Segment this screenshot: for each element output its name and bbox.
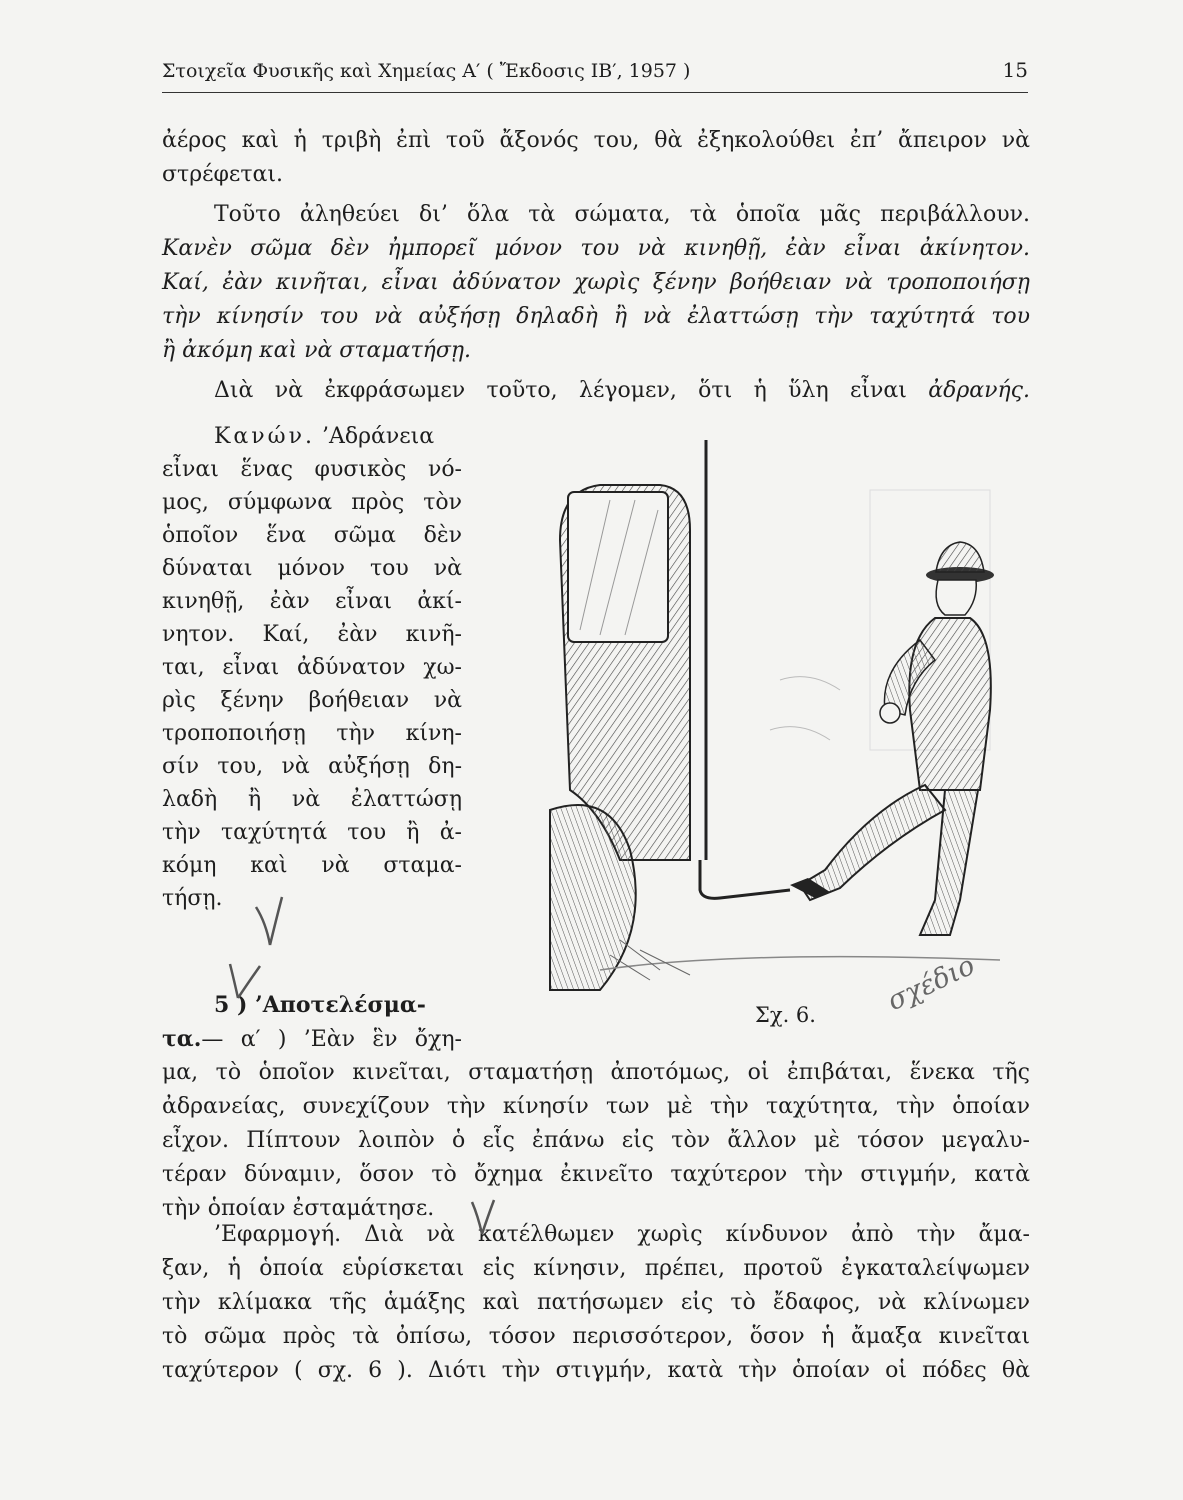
text-line: Τοῦτο ἀληθεύει δι’ ὅλα τὰ σώματα, τὰ ὁποῖα μᾶς περιβάλλουν.	[214, 202, 1030, 227]
man-figure	[790, 542, 994, 935]
text-line: μος, σύμφωνα πρὸς τὸν	[162, 490, 462, 515]
text-line: Καί, ἐὰν κινῆται, εἶναι ἀδύνατον χωρὶς ξένην βοήθειαν νὰ τροποποιήσῃ	[162, 270, 1030, 295]
text-line: τέραν δύναμιν, ὅσον τὸ ὄχημα ἐκινεῖτο ταχύτερον τὴν στιγμήν, κατὰ	[162, 1162, 1030, 1187]
text-line: ται, εἶναι ἀδύνατον χω-	[162, 655, 462, 680]
text-line: τὴν κλίμακα τῆς ἁμάξης καὶ πατήσωμεν εἰς τὸ ἔδαφος, νὰ κλίνωμεν	[162, 1290, 1030, 1315]
paragraph-6	[162, 1218, 1030, 1388]
text-line	[162, 374, 1030, 408]
handwritten-note: σχέδιο	[882, 949, 980, 1018]
text-line: ἢ ἀκόμη καὶ νὰ σταματήσῃ.	[162, 338, 472, 363]
text-line: ξαν, ἡ ὁποία εὑρίσκεται εἰς κίνησιν, πρέπει, προτοῦ ἐγκαταλείψωμεν	[162, 1256, 1030, 1281]
text-line: τὴν ταχύτητά του ἢ ἀ-	[162, 820, 462, 845]
page-number: 15	[1002, 58, 1028, 82]
text-line: λαδὴ ἢ νὰ ἐλαττώσῃ	[162, 787, 462, 812]
text-line: τὴν κίνησίν του νὰ αὐξήσῃ δηλαδὴ ἢ νὰ ἐλαττώσῃ τὴν ταχύτητά του	[162, 304, 1030, 329]
text-line	[162, 1022, 462, 1056]
running-header	[162, 58, 1028, 93]
text-line: ἀέρος καὶ ἡ τριβὴ ἐπὶ τοῦ ἄξονός του, θὰ ἐξηκολούθει ἐπ’ ἄπειρον νὰ	[162, 128, 1030, 153]
inertia-statement: Διὰ νὰ ἐκφράσωμεν τοῦτο, λέγομεν, ὅτι ἡ ὕλη εἶναι	[214, 378, 929, 403]
text-line: τὴν ὁποίαν ἐσταμάτησε.	[162, 1196, 435, 1221]
figure-6-illustration	[540, 430, 1010, 1000]
text-line: ρὶς ξένην βοήθειαν νὰ	[162, 688, 462, 713]
section-5-start: — α′ ) ’Εὰν ἓν ὄχη-	[201, 1027, 462, 1052]
text-line: εἶχον. Πίπτουν λοιπὸν ὁ εἷς ἐπάνω εἰς τὸν ἄλλον μὲ τόσον μεγαλυ-	[162, 1128, 1030, 1153]
text-line: σίν του, νὰ αὐξήσῃ δη-	[162, 754, 462, 779]
section-heading-end: τα.	[162, 1026, 202, 1052]
text-line	[162, 420, 462, 453]
text-line: ’Εφαρμογή. Διὰ νὰ κατέλθωμεν χωρὶς κίνδυνον ἀπὸ τὴν ἄμα-	[214, 1222, 1030, 1247]
text-line: τὸ σῶμα πρὸς τὰ ὀπίσω, τόσον περισσότερον, ὅσον ἡ ἄμαξα κινεῖται	[162, 1324, 1030, 1349]
text-line: ὁποῖον ἕνα σῶμα δὲν	[162, 523, 462, 548]
text-line: Κανὲν σῶμα δὲν ἠμπορεῖ μόνον του νὰ κινηθῇ, ἐὰν εἶναι ἀκίνητον.	[162, 236, 1030, 261]
text-line: εἶναι ἕνας φυσικὸς νό-	[162, 457, 462, 482]
text-line: δύναται μόνον του νὰ	[162, 556, 462, 581]
book-title: Στοιχεῖα Φυσικῆς καὶ Χημείας Α′ ( Ἔκδοσις ΙΒ′, 1957 )	[162, 60, 691, 82]
text-line: ἀδρανείας, συνεχίζουν τὴν κίνησίν των μὲ τὴν ταχύτητα, τὴν ὁποίαν	[162, 1094, 1030, 1119]
figure-caption: Σχ. 6.	[755, 1003, 816, 1027]
text-line: ταχύτερον ( σχ. 6 ). Διότι τὴν στιγμήν, κατὰ τὴν ὁποίαν οἱ πόδες θὰ	[162, 1358, 1030, 1383]
pencil-check-mark	[222, 958, 266, 1004]
paragraph-3	[162, 374, 1030, 408]
paragraph-2	[162, 198, 1030, 368]
rule-label: Κανών.	[214, 424, 315, 449]
section-5	[162, 988, 462, 1056]
text-line: μα, τὸ ὁποῖον κινεῖται, σταματήσῃ ἀποτόμως, οἱ ἐπιβάται, ἕνεκα τῆς	[162, 1060, 1030, 1085]
section-heading: 5 ) ’Αποτελέσμα-	[214, 992, 426, 1018]
pencil-check-mark	[468, 1196, 498, 1238]
text-line: κινηθῇ, ἐὰν εἶναι ἀκί-	[162, 589, 462, 614]
text-line: τήσῃ.	[162, 886, 223, 911]
inert-term: ἀδρανής.	[928, 378, 1030, 403]
paragraph-1	[162, 124, 1030, 192]
text-line: τροποποιήσῃ τὴν κίνη-	[162, 721, 462, 746]
text-line: νητον. Καί, ἐὰν κινῆ-	[162, 622, 462, 647]
text-line: στρέφεται.	[162, 162, 283, 187]
rule-block	[162, 420, 462, 915]
text-line: κόμη καὶ νὰ σταμα-	[162, 853, 462, 878]
pencil-check-mark	[252, 895, 288, 950]
paragraph-5	[162, 1056, 1030, 1226]
rule-first-line: ’Αδράνεια	[314, 424, 435, 449]
